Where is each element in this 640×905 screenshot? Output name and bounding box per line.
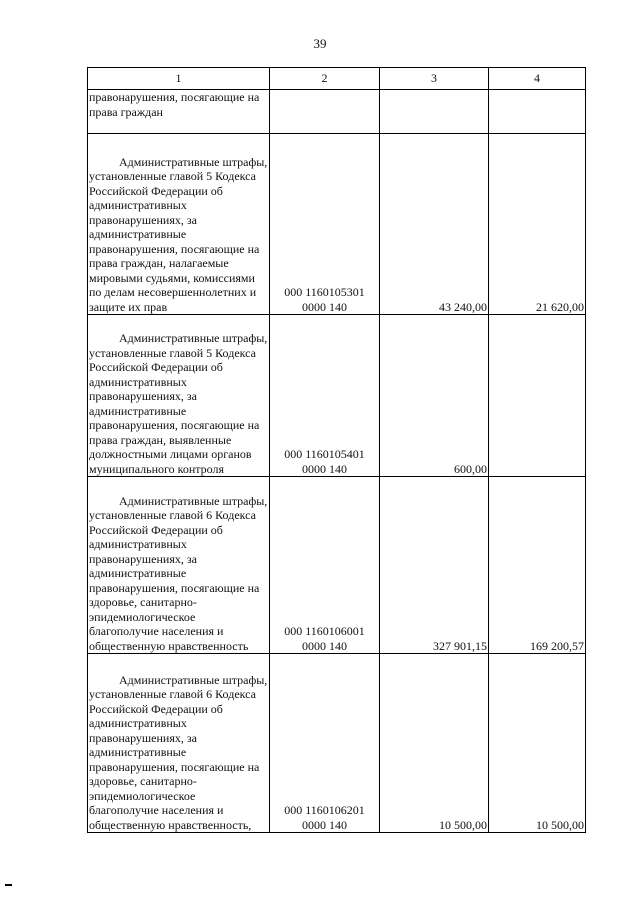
code-part: 0000 140 — [302, 638, 347, 653]
table-row — [88, 477, 586, 654]
row-description-text: Административные штрафы, установленные главой 5 Кодекса Российской Федерации об административных правонарушениях, за административные правонарушения, посягающие на права граждан, налагаемые мировыми судьями, комиссиями по делам несовершеннолетних и защите их прав — [89, 154, 268, 314]
row-value-col3: 10 500,00 — [380, 654, 489, 833]
row-code — [270, 315, 380, 477]
row-value-col3 — [380, 90, 489, 134]
table-header-row — [88, 68, 586, 90]
row-value-col4: 169 200,57 — [489, 477, 586, 654]
row-code — [270, 134, 380, 315]
code-part: 0000 140 — [302, 299, 347, 314]
budget-table — [87, 67, 586, 833]
row-description-text: Административные штрафы, установленные главой 5 Кодекса Российской Федерации об административных правонарушениях, за административные правонарушения, посягающие на права граждан, выявленные должностными лицами органов муниципального контроля — [89, 331, 268, 476]
row-description — [88, 477, 270, 654]
code-part: 000 1160105401 — [284, 447, 365, 461]
page-number: 39 — [313, 36, 327, 51]
row-code — [270, 654, 380, 833]
row-code — [270, 477, 380, 654]
margin-mark — [5, 884, 12, 886]
row-value-col4: 10 500,00 — [489, 654, 586, 833]
row-description: правонарушения, посягающие на права граждан — [88, 90, 270, 134]
code-part: 000 1160105301 — [284, 285, 365, 299]
table-row — [88, 315, 586, 477]
row-value-col3: 327 901,15 — [380, 477, 489, 654]
column-header: 2 — [270, 68, 380, 90]
row-value-col4 — [489, 315, 586, 477]
row-value-col3: 600,00 — [380, 315, 489, 477]
code-part: 0000 140 — [302, 461, 347, 476]
column-header: 3 — [380, 68, 489, 90]
row-description-text: Административные штрафы, установленные главой 6 Кодекса Российской Федерации об административных правонарушениях, за административные правонарушения, посягающие на здоровье, санитарно-эпидемиологическое благополучие населения и общественную нравственность — [89, 493, 268, 653]
row-value-col4: 21 620,00 — [489, 134, 586, 315]
row-description — [88, 134, 270, 315]
table-row — [88, 654, 586, 833]
code-part: 000 1160106001 — [284, 624, 365, 638]
table-row — [88, 90, 586, 134]
code-part: 000 1160106201 — [284, 803, 365, 817]
row-description-text: Административные штрафы, установленные главой 6 Кодекса Российской Федерации об административных правонарушениях, за административные правонарушения, посягающие на здоровье, санитарно-эпидемиологическое благополучие населения и общественную нравственность, — [89, 672, 268, 832]
row-description — [88, 654, 270, 833]
column-header: 4 — [489, 68, 586, 90]
table-row — [88, 134, 586, 315]
row-value-col4 — [489, 90, 586, 134]
row-description — [88, 315, 270, 477]
column-header: 1 — [88, 68, 270, 90]
code-part: 0000 140 — [302, 817, 347, 832]
row-code — [270, 90, 380, 134]
row-value-col3: 43 240,00 — [380, 134, 489, 315]
